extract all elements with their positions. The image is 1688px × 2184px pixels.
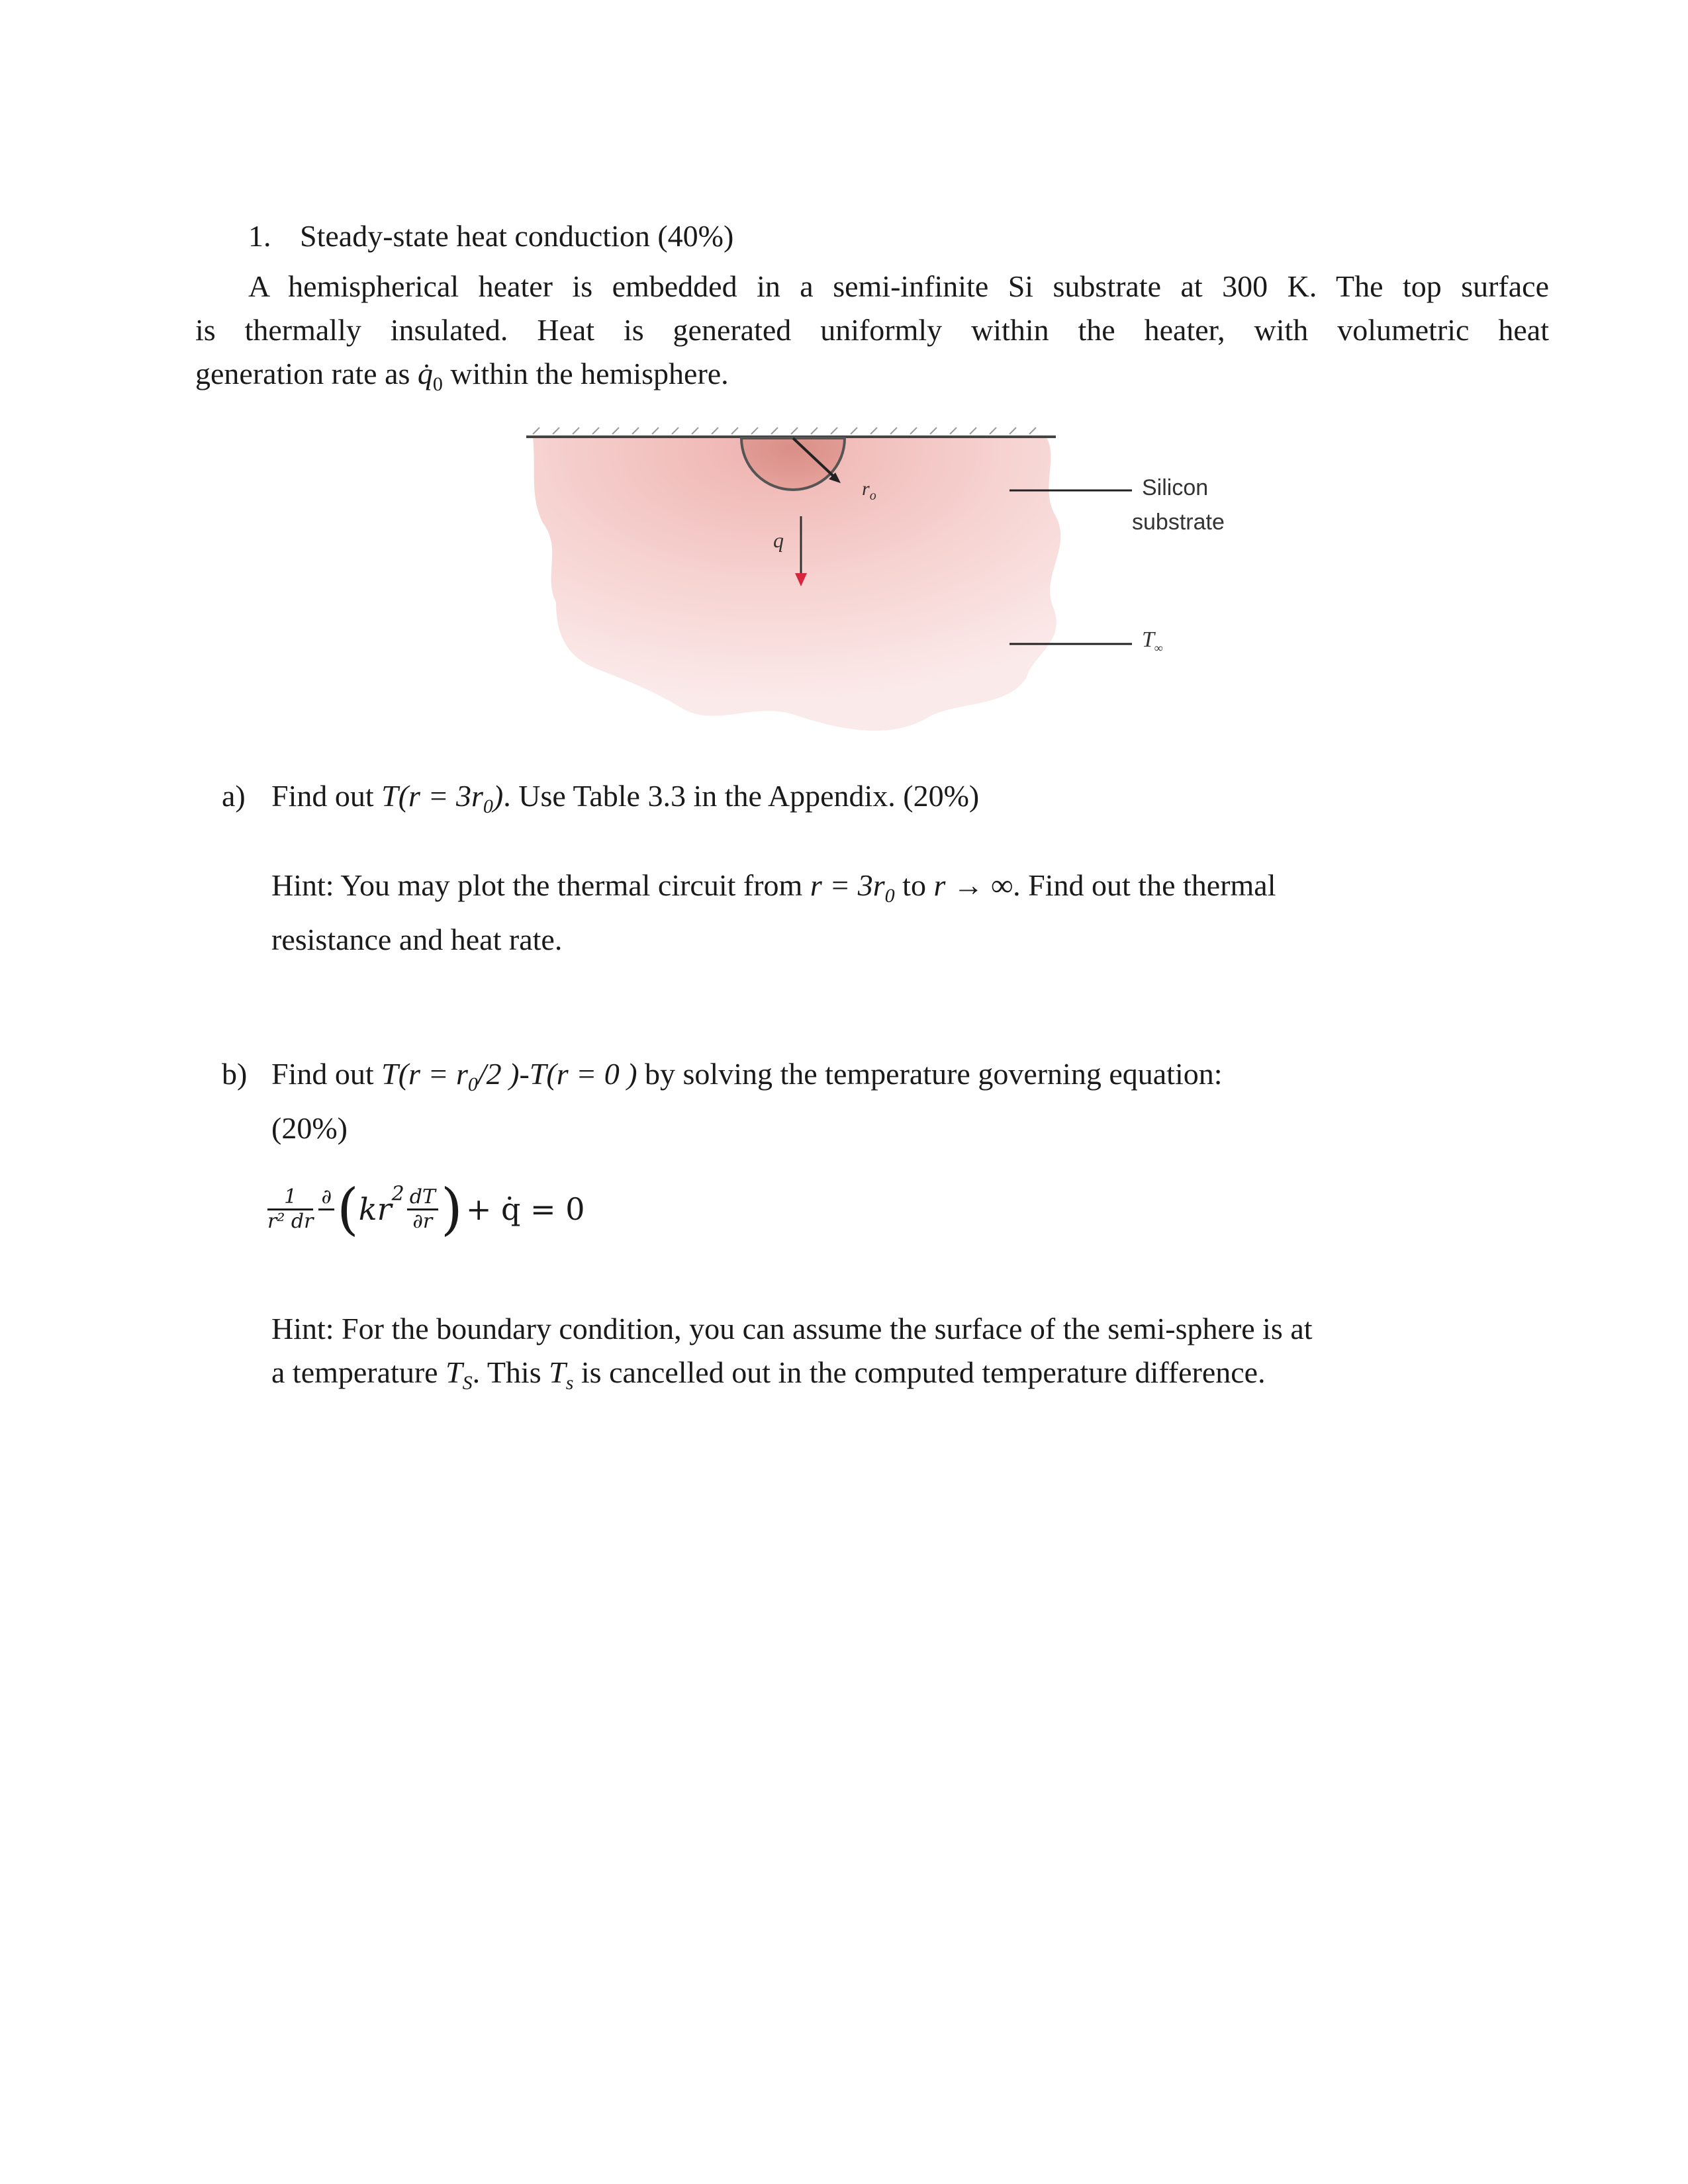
part-b-text: Find out $T(r = r_0/2$ )-T(r = 0 ) by solving the temperature governing equation: (20%): [271, 1057, 1223, 1146]
part-a-text: Find out $T(r = 3r_0)$. Use Table 3.3 in the Appendix. (20%): [271, 779, 980, 818]
eq-frac-1: $\frac{1}{\text{r² dr}}$: [267, 1185, 314, 1233]
part-a: [222, 774, 1479, 821]
intro-line-2: is thermally insulated. Heat is generated uniformly within the heater, with volumetric heat: [195, 313, 1549, 347]
part-b: [222, 1052, 1479, 1145]
eq-frac-2: ∂: [318, 1186, 334, 1233]
heater-figure: [516, 417, 1297, 748]
problem-heading: [248, 218, 733, 253]
eq-rest: + q̇ = 0: [465, 1191, 585, 1227]
radius-label: $r_o$: [862, 478, 876, 503]
heater-diagram: [516, 417, 1297, 748]
part-a-hint: [271, 864, 1529, 962]
part-b-hint-line-2: a temperature $T_S$. This $T_s$ is cancelled out in the computed temperature difference.: [271, 1355, 1266, 1394]
part-a-hint-line-2: resistance and heat rate.: [271, 923, 563, 957]
part-b-weight: (20%): [271, 1111, 348, 1146]
governing-equation: $\frac{1}{\text{r² dr}}$ ∂ (kr2 $\frac{dT}{\partial r}$ ) + q̇ = 0: [267, 1177, 585, 1242]
silicon-label: Silicon: [1142, 475, 1209, 500]
intro-line-3: generation rate as $q̇_0$ within the hemisphere.: [195, 357, 729, 396]
problem-intro: [195, 265, 1549, 406]
part-a-marker: a): [222, 779, 246, 813]
eq-frac-3: $\frac{dT}{\partial r}$: [407, 1186, 438, 1233]
qdot-symbol: q̇: [417, 357, 433, 390]
part-b-hint-line-1: Hint: For the boundary condition, you can assume the surface of the semi-sphere is at: [271, 1312, 1313, 1345]
part-b-hint: [271, 1307, 1562, 1405]
t-infinity-label: $T_\infty$: [1142, 627, 1163, 655]
heat-rate-label: q: [773, 528, 784, 552]
part-a-hint-line-1: Hint: You may plot the thermal circuit from $r = 3r_0$ to r → ∞. Find out the thermal: [271, 868, 1276, 907]
substrate-label: substrate: [1132, 510, 1225, 535]
intro-line-1: A hemispherical heater is embedded in a semi-infinite Si substrate at 300 K. The top surface: [248, 269, 1549, 303]
problem-title: Steady-state heat conduction (40%): [300, 219, 734, 253]
part-b-marker: b): [222, 1057, 248, 1091]
problem-number: 1.: [248, 219, 271, 253]
